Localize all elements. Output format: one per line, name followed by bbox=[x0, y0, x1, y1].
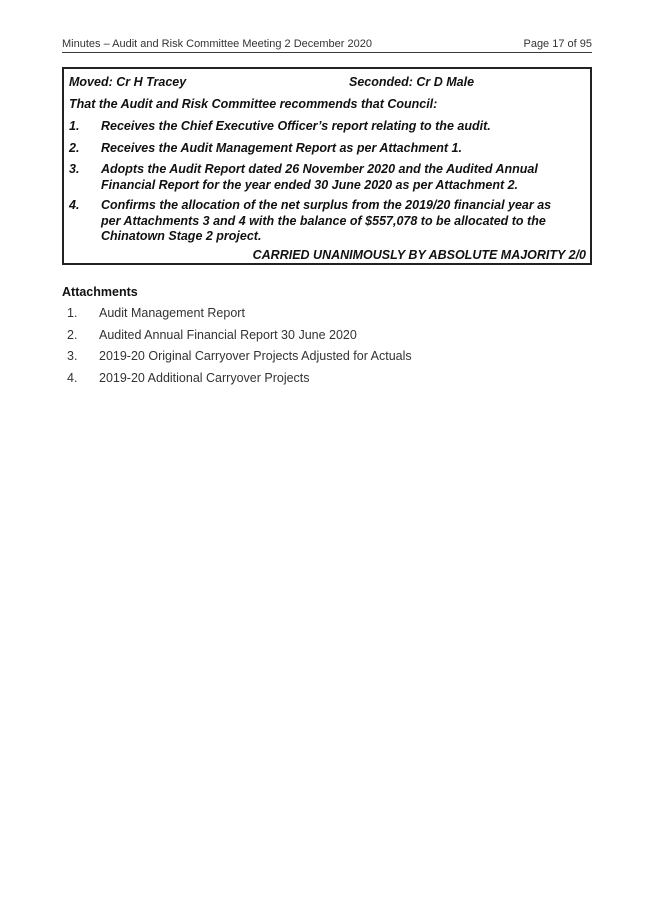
motion-item-number: 3. bbox=[69, 162, 80, 176]
document-title: Minutes – Audit and Risk Committee Meeting 2 December 2020 bbox=[62, 38, 372, 50]
attachment-number: 4. bbox=[67, 370, 78, 385]
motion-result: CARRIED UNANIMOUSLY BY ABSOLUTE MAJORITY 2/0 bbox=[252, 248, 586, 262]
motion-item-text: Receives the Chief Executive Officer’s report relating to the audit. bbox=[101, 119, 491, 133]
seconded-by: Seconded: Cr D Male bbox=[349, 75, 475, 89]
motion-item-text: Confirms the allocation of the net surplus from the 2019/20 financial year as per Attachments 3 and 4 with the balance of $557,078 to be allocated to the Chinatown Stage 2 project. bbox=[101, 198, 552, 243]
moved-by: Moved: Cr H Tracey bbox=[69, 75, 187, 89]
motion-intro: That the Audit and Risk Committee recommends that Council: bbox=[69, 97, 438, 111]
attachment-number: 2. bbox=[67, 327, 78, 342]
motion-box bbox=[62, 67, 592, 265]
page-header bbox=[62, 38, 592, 53]
motion-item-number: 1. bbox=[69, 119, 80, 133]
attachment-title: 2019-20 Original Carryover Projects Adjusted for Actuals bbox=[99, 349, 412, 363]
attachment-number: 1. bbox=[67, 306, 78, 320]
motion-item-text: Receives the Audit Management Report as per Attachment 1. bbox=[101, 141, 462, 155]
attachment-title: 2019-20 Additional Carryover Projects bbox=[99, 370, 310, 385]
attachment-number: 3. bbox=[67, 349, 78, 363]
motion-item-text: Adopts the Audit Report dated 26 November 2020 and the Audited Annual Financial Report for the year ended 30 June 2020 as per Attachment 2. bbox=[101, 162, 538, 192]
page-number: Page 17 of 95 bbox=[523, 38, 592, 50]
attachment-title: Audit Management Report bbox=[99, 306, 245, 320]
motion-item-number: 2. bbox=[69, 141, 80, 155]
attachment-title: Audited Annual Financial Report 30 June 2020 bbox=[99, 327, 357, 342]
motion-item-number: 4. bbox=[69, 198, 80, 212]
attachments-heading: Attachments bbox=[62, 285, 138, 299]
